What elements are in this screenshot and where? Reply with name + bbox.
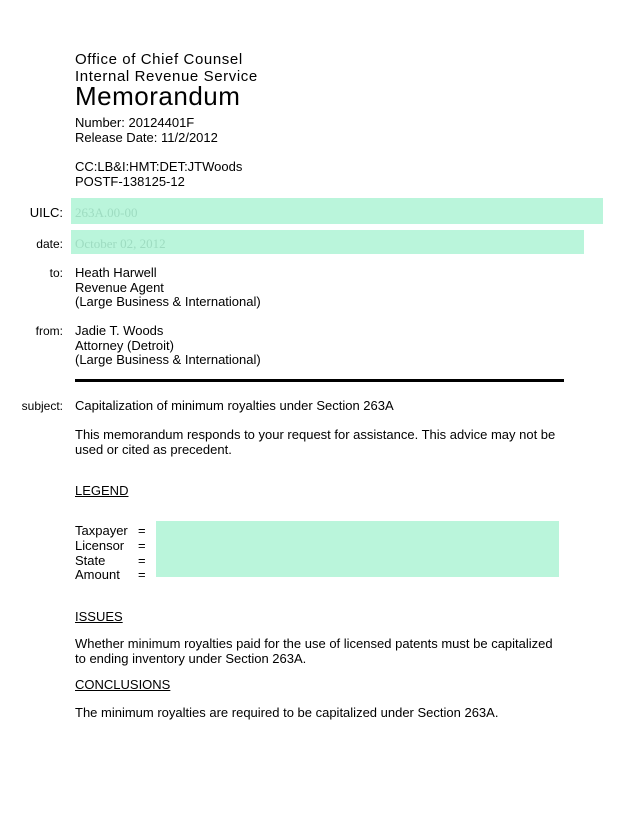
legend-eq: = xyxy=(138,567,146,582)
to-name: Heath Harwell xyxy=(75,265,157,280)
issues-paragraph: Whether minimum royalties paid for the use of licensed patents must be capitalized to ending inventory under Section 263A. xyxy=(75,636,553,666)
office-line: Office of Chief Counsel xyxy=(75,51,243,68)
uilc-redaction xyxy=(71,198,603,224)
header-divider xyxy=(75,379,564,382)
legend-term-state: State xyxy=(75,553,106,568)
intro-paragraph: This memorandum responds to your request for assistance. This advice may not be used or cited as precedent. xyxy=(75,427,556,457)
memo-number: Number: 20124401F xyxy=(75,115,195,130)
subject-value: Capitalization of minimum royalties under Section 263A xyxy=(75,398,394,413)
uilc-label: UILC: xyxy=(29,205,63,220)
uilc-value: 263A.00-00 xyxy=(75,205,138,220)
to-division: (Large Business & International) xyxy=(75,294,261,309)
legend-term-taxpayer: Taxpayer xyxy=(75,523,128,538)
from-label: from: xyxy=(35,324,63,338)
release-date: Release Date: 11/2/2012 xyxy=(75,130,218,145)
date-value: October 02, 2012 xyxy=(75,236,166,251)
agency-line: Internal Revenue Service xyxy=(75,68,258,85)
legend-term-amount: Amount xyxy=(75,567,120,582)
legend-eq: = xyxy=(138,538,146,553)
to-label: to: xyxy=(49,266,63,280)
legend-term-licensor: Licensor xyxy=(75,538,125,553)
postf-number: POSTF-138125-12 xyxy=(75,174,185,189)
legend-redaction xyxy=(156,521,559,577)
issues-heading: ISSUES xyxy=(75,609,123,624)
conclusions-heading: CONCLUSIONS xyxy=(75,677,171,692)
legend-heading: LEGEND xyxy=(75,483,129,498)
to-title: Revenue Agent xyxy=(75,280,164,295)
from-name: Jadie T. Woods xyxy=(75,323,164,338)
legend-eq: = xyxy=(138,553,146,568)
from-division: (Large Business & International) xyxy=(75,352,261,367)
date-label: date: xyxy=(36,237,63,251)
office-code: CC:LB&I:HMT:DET:JTWoods xyxy=(75,159,243,174)
from-title: Attorney (Detroit) xyxy=(75,338,174,353)
subject-label: subject: xyxy=(21,399,63,413)
legend-eq: = xyxy=(138,523,146,538)
memo-title: Memorandum xyxy=(75,81,241,111)
conclusions-paragraph: The minimum royalties are required to be capitalized under Section 263A. xyxy=(75,705,499,720)
